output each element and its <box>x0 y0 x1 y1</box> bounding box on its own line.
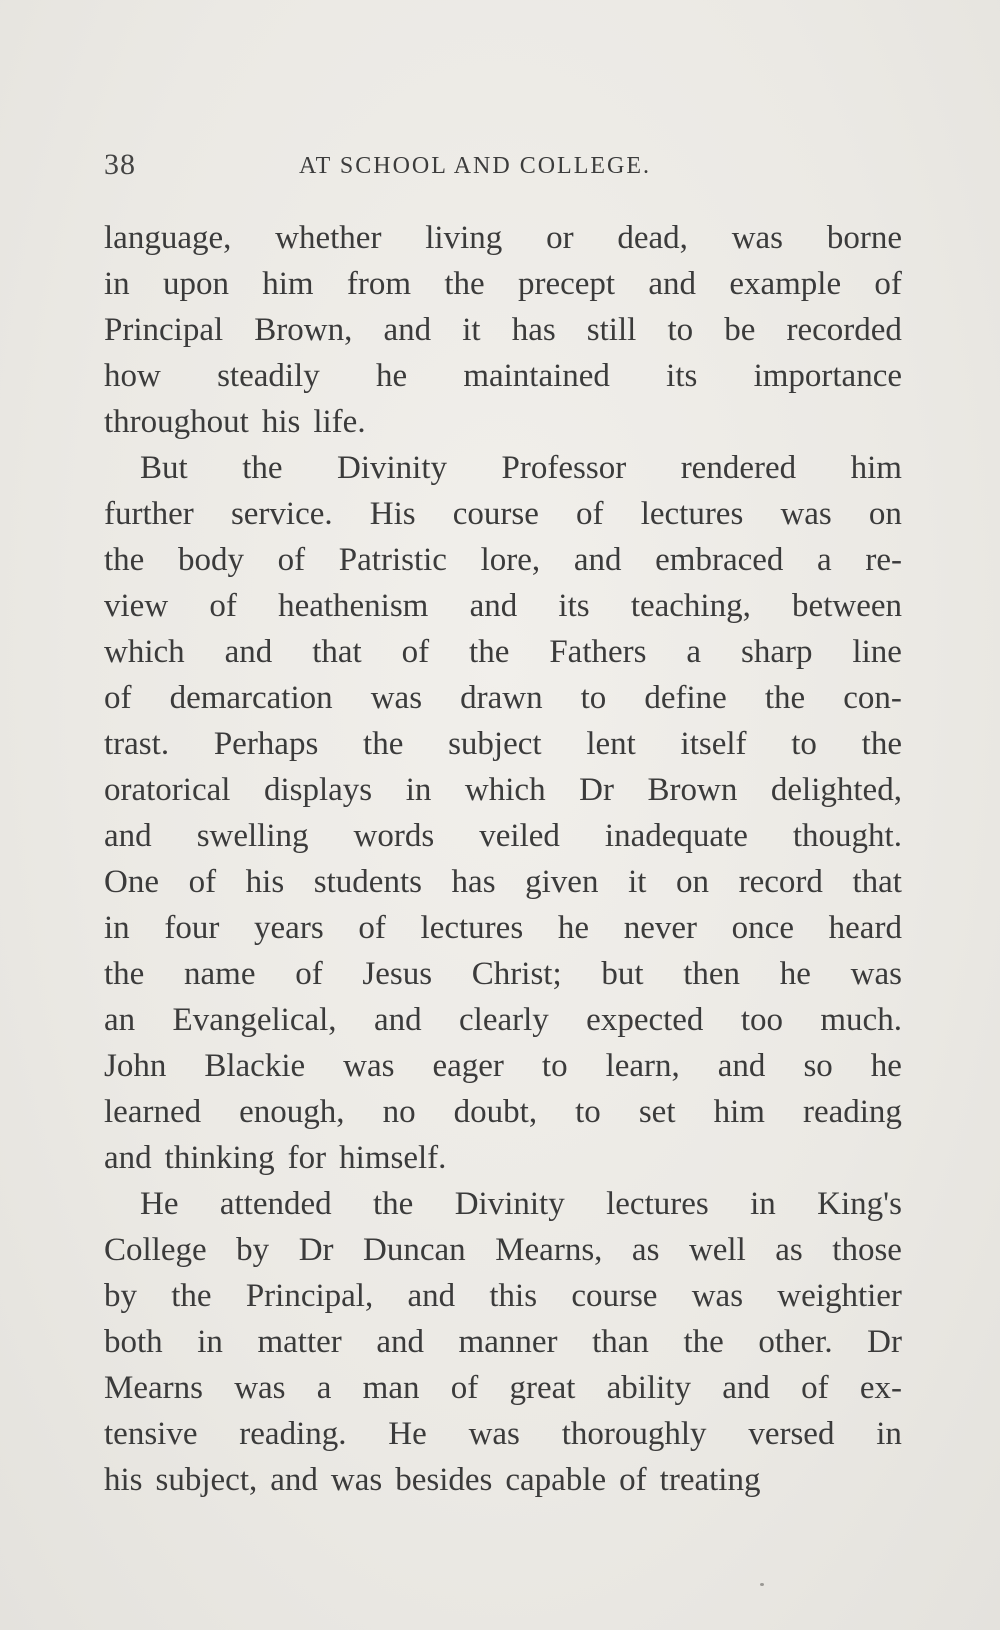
paragraph <box>104 1181 902 1503</box>
text-line: further service. His course of lectures was on <box>104 496 902 532</box>
text-line: trast. Perhaps the subject lent itself to the <box>104 726 902 762</box>
text-line: in upon him from the precept and example of <box>104 266 902 302</box>
text-line: both in matter and manner than the other. Dr <box>104 1324 902 1360</box>
text-line: his subject, and was besides capable of treating <box>104 1462 761 1498</box>
text-line: tensive reading. He was thoroughly versed in <box>104 1416 902 1452</box>
text-line: He attended the Divinity lectures in King's <box>140 1186 902 1222</box>
body-text <box>104 215 902 1503</box>
text-line: by the Principal, and this course was weightier <box>104 1278 902 1314</box>
text-line: an Evangelical, and clearly expected too much. <box>104 1002 902 1038</box>
text-line: One of his students has given it on record that <box>104 864 902 900</box>
paragraph <box>104 215 902 445</box>
text-line: the name of Jesus Christ; but then he was <box>104 956 902 992</box>
text-line: College by Dr Duncan Mearns, as well as those <box>104 1232 902 1268</box>
text-line: Principal Brown, and it has still to be recorded <box>104 312 902 348</box>
text-line: But the Divinity Professor rendered him <box>140 450 902 486</box>
text-line: of demarcation was drawn to define the con- <box>104 680 902 716</box>
text-line: the body of Patristic lore, and embraced a re- <box>104 542 902 578</box>
text-line: learned enough, no doubt, to set him reading <box>104 1094 902 1130</box>
running-head-title: AT SCHOOL AND COLLEGE. <box>299 153 652 179</box>
running-head <box>104 148 899 188</box>
text-line: and swelling words veiled inadequate thought. <box>104 818 902 854</box>
paragraph <box>104 445 902 1181</box>
text-line: throughout his life. <box>104 404 366 440</box>
text-line: which and that of the Fathers a sharp line <box>104 634 902 670</box>
page-number: 38 <box>104 148 136 181</box>
text-line: John Blackie was eager to learn, and so he <box>104 1048 902 1084</box>
text-line: language, whether living or dead, was borne <box>104 220 902 256</box>
text-line: view of heathenism and its teaching, between <box>104 588 902 624</box>
text-line: Mearns was a man of great ability and of ex- <box>104 1370 902 1406</box>
paper-speck <box>760 1583 764 1586</box>
text-line: in four years of lectures he never once heard <box>104 910 902 946</box>
text-line: and thinking for himself. <box>104 1140 447 1176</box>
text-line: oratorical displays in which Dr Brown delighted, <box>104 772 902 808</box>
text-line: how steadily he maintained its importance <box>104 358 902 394</box>
